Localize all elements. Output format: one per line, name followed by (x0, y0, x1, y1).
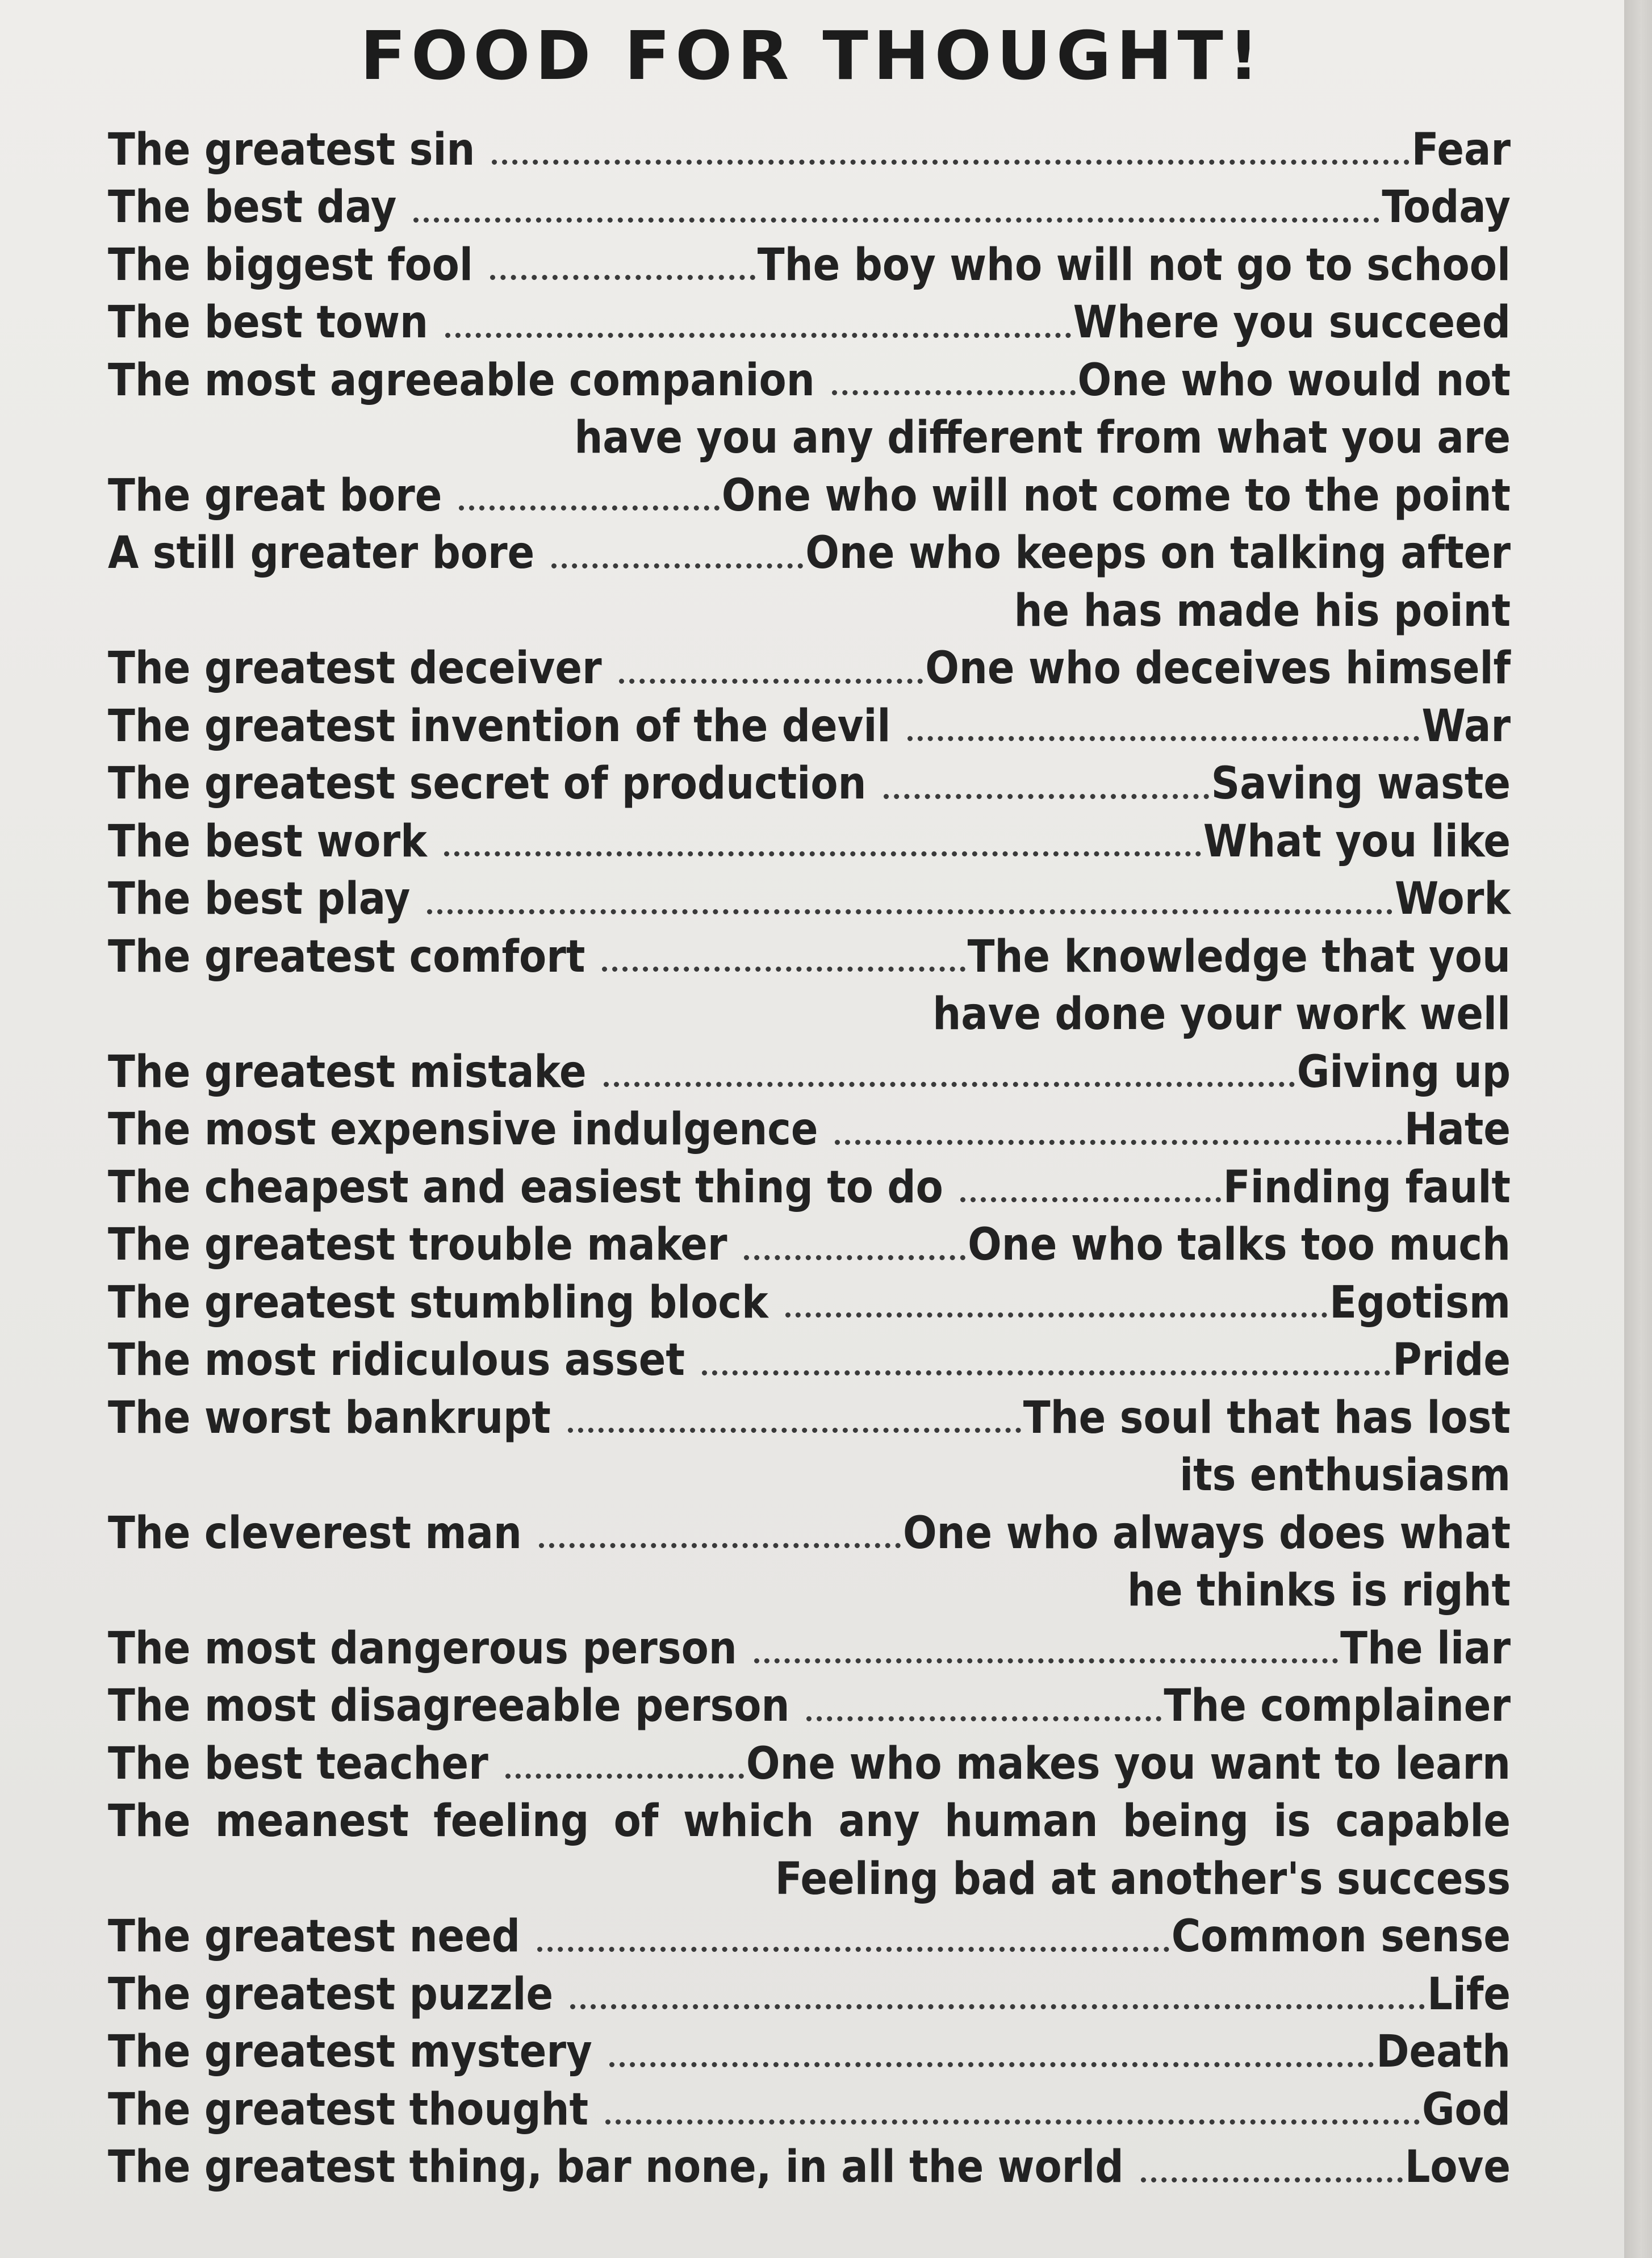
entry-label: The biggest fool (108, 239, 473, 291)
entry-answer: The complainer (1164, 1680, 1511, 1732)
entry-line (108, 1678, 1511, 1736)
dot-leader (568, 1428, 1021, 1433)
dot-leader (835, 1140, 1402, 1145)
entry-line (108, 1620, 1511, 1678)
entry-answer: The liar (1340, 1623, 1511, 1674)
dot-leader (459, 505, 719, 511)
dot-leader (444, 851, 1201, 856)
entry-label: The most disagreeable person (108, 1680, 790, 1732)
entry-label: The cleverest man (108, 1507, 522, 1559)
entry-label: The best town (108, 297, 429, 349)
entry-answer: One who deceives himself (925, 643, 1511, 695)
dot-leader (609, 2062, 1374, 2067)
entry-line (108, 2023, 1511, 2081)
entry-label: The best day (108, 182, 397, 233)
entry-label: The greatest thing, bar none, in all the world (108, 2142, 1124, 2193)
dot-leader (744, 1255, 965, 1260)
entry-label: The best play (108, 873, 411, 925)
entry-answer: One who would not (1077, 354, 1511, 406)
entry-answer: Today (1382, 182, 1511, 233)
entry-label: The greatest sin (108, 124, 475, 175)
page-title: FOOD FOR THOUGHT! (360, 16, 1264, 95)
entry-line (108, 1043, 1511, 1101)
entry-label: The most expensive indulgence (108, 1104, 818, 1156)
entry-answer: Egotism (1329, 1277, 1511, 1328)
entry-answer: Common sense (1171, 1911, 1511, 1963)
entry-line (108, 2139, 1511, 2197)
entry-continuation-line (108, 1562, 1511, 1620)
dot-leader (806, 1716, 1161, 1721)
entry-label: The greatest need (108, 1911, 520, 1963)
entry-label: The great bore (108, 470, 442, 521)
entry-answer: Work (1394, 873, 1511, 925)
entry-label: The greatest invention of the devil (108, 700, 891, 752)
entry-label: The best work (108, 816, 427, 867)
entry-answer: One who makes you want to learn (746, 1738, 1511, 1789)
entry-line (108, 236, 1511, 294)
entry-label: The most dangerous person (108, 1623, 737, 1674)
entry-line (108, 1735, 1511, 1793)
entry-answer: Life (1427, 1968, 1511, 2020)
entry-answer-continuation: he thinks is right (1127, 1565, 1511, 1617)
entry-answer: Hate (1404, 1104, 1511, 1156)
entry-continuation-line (108, 1850, 1511, 1908)
entry-answer: Where you succeed (1073, 297, 1511, 349)
entry-line (108, 1332, 1511, 1390)
dot-leader (960, 1197, 1221, 1202)
entry-line (108, 813, 1511, 871)
dot-leader (884, 794, 1209, 799)
dot-leader (492, 160, 1409, 165)
entry-line (108, 1504, 1511, 1562)
entry-line (108, 1274, 1511, 1332)
entry-answer-continuation: its enthusiasm (1180, 1450, 1511, 1502)
entry-label: The meanest feeling of which any human being is capable (108, 1796, 1511, 1847)
entry-answer: Death (1376, 2026, 1511, 2078)
entry-line (108, 1159, 1511, 1216)
entry-answer: Giving up (1296, 1046, 1511, 1098)
entry-answer: One who always does what (902, 1507, 1511, 1559)
background-edge (1624, 0, 1652, 2258)
entry-answer: Finding fault (1223, 1161, 1511, 1213)
entry-line (108, 697, 1511, 755)
entry-label: The greatest mistake (108, 1046, 587, 1098)
entry-label: The greatest stumbling block (108, 1277, 768, 1328)
entry-line (108, 871, 1511, 929)
dot-leader (605, 2119, 1420, 2125)
entry-answer: The soul that has lost (1023, 1392, 1511, 1444)
entry-line (108, 294, 1511, 352)
entry-answer: Love (1404, 2142, 1511, 2193)
dot-leader (490, 275, 755, 280)
dot-leader (702, 1370, 1390, 1375)
entry-answer: Saving waste (1211, 758, 1511, 810)
entry-line (108, 755, 1511, 813)
entry-answer: War (1421, 700, 1511, 752)
dot-leader (505, 1774, 744, 1779)
entry-answer-continuation: Feeling bad at another's success (775, 1853, 1511, 1905)
entry-label: The greatest puzzle (108, 1968, 554, 2020)
dot-leader (427, 909, 1392, 914)
entry-label: The greatest thought (108, 2084, 589, 2135)
entry-label: A still greater bore (108, 528, 535, 579)
entry-line (108, 1389, 1511, 1447)
entry-answer-continuation: have done your work well (932, 989, 1511, 1040)
entry-label: The most ridiculous asset (108, 1335, 685, 1386)
entry-continuation-line (108, 1447, 1511, 1505)
dot-leader (551, 563, 803, 568)
entry-label: The most agreeable companion (108, 354, 815, 406)
entry-label: The greatest comfort (108, 931, 585, 982)
entry-line (108, 1101, 1511, 1159)
entry-list (108, 121, 1511, 2196)
entry-line (108, 179, 1511, 237)
entry-label: The greatest secret of production (108, 758, 867, 810)
dot-leader (445, 333, 1071, 338)
entry-label: The worst bankrupt (108, 1392, 551, 1444)
entry-answer: Pride (1392, 1335, 1511, 1386)
entry-line (108, 1966, 1511, 2023)
dot-leader (537, 1947, 1169, 1952)
entry-answer: God (1421, 2084, 1511, 2135)
dot-leader (785, 1312, 1327, 1318)
entry-line (108, 121, 1511, 179)
entry-answer: The knowledge that you (967, 931, 1511, 982)
entry-answer: One who keeps on talking after (805, 528, 1511, 579)
dot-leader (539, 1543, 901, 1548)
entry-line (108, 525, 1511, 583)
entry-continuation-line (108, 582, 1511, 640)
entry-answer-continuation: have you any different from what you are (574, 412, 1511, 464)
dot-leader (832, 390, 1076, 395)
dot-leader (413, 218, 1379, 223)
dot-leader (619, 679, 923, 684)
dot-leader (570, 2004, 1425, 2009)
entry-continuation-line (108, 986, 1511, 1044)
entry-label: The greatest deceiver (108, 643, 602, 695)
dot-leader (604, 1082, 1295, 1087)
entry-line (108, 640, 1511, 698)
entry-answer: Fear (1411, 124, 1511, 175)
entry-label: The greatest mystery (108, 2026, 592, 2078)
entry-continuation-line (108, 409, 1511, 467)
entry-label: The best teacher (108, 1738, 488, 1789)
dot-leader (907, 736, 1419, 741)
dot-leader (1141, 2177, 1403, 2182)
entry-line (108, 1908, 1511, 1966)
entry-answer: The boy who will not go to school (757, 239, 1511, 291)
entry-line (108, 928, 1511, 986)
entry-line (108, 352, 1511, 409)
dot-leader (602, 967, 965, 972)
entry-line (108, 1793, 1511, 1851)
entry-answer-continuation: he has made his point (1014, 585, 1511, 637)
entry-label: The greatest trouble maker (108, 1219, 727, 1271)
entry-line (108, 467, 1511, 525)
dot-leader (754, 1658, 1338, 1663)
entry-answer: One who talks too much (968, 1219, 1511, 1271)
entry-answer: What you like (1203, 816, 1511, 867)
entry-line (108, 1216, 1511, 1274)
entry-label: The cheapest and easiest thing to do (108, 1161, 943, 1213)
entry-line (108, 2081, 1511, 2139)
entry-answer: One who will not come to the point (721, 470, 1511, 521)
